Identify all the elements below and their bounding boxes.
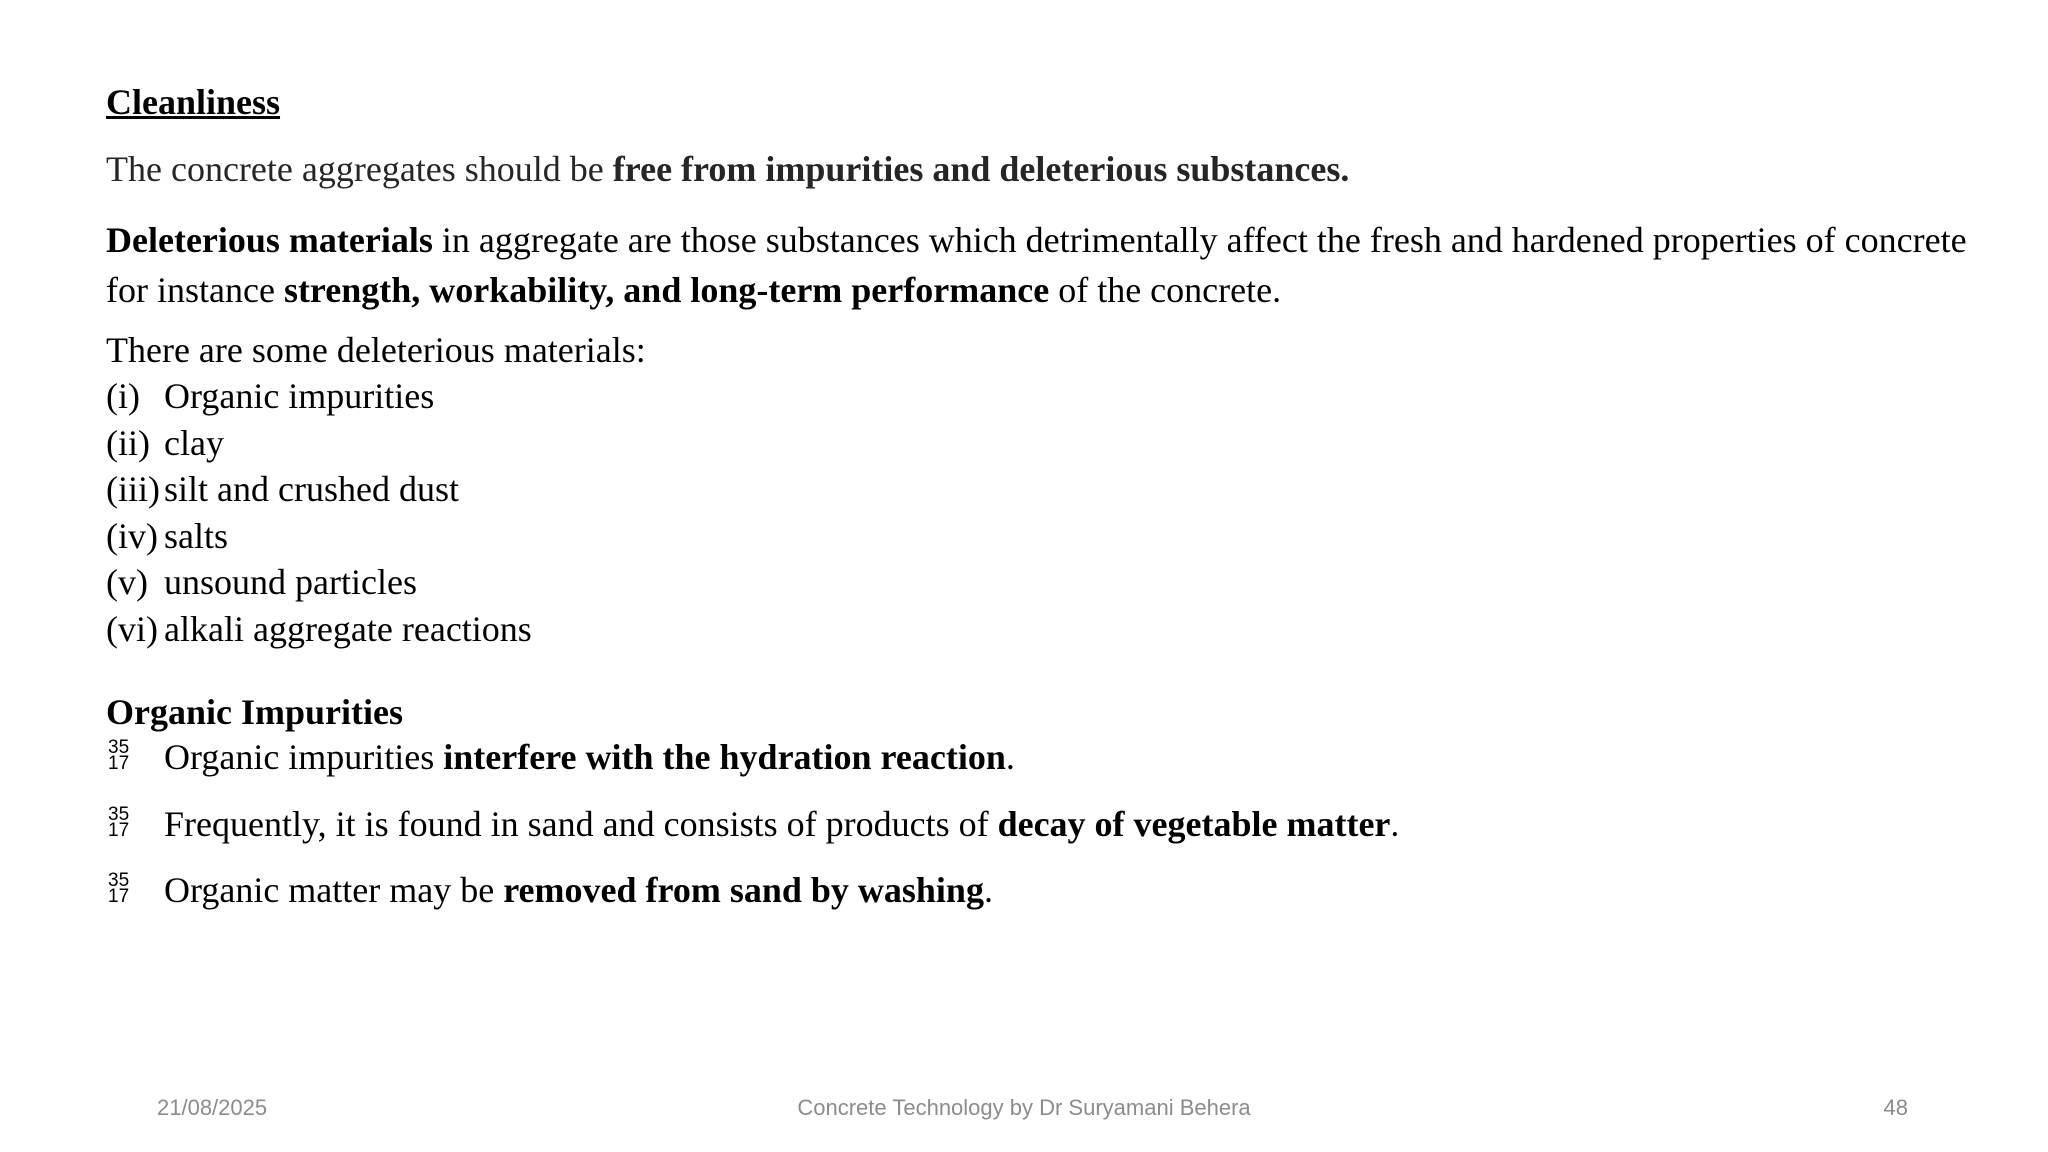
list-item [106, 606, 532, 653]
bullet-text: Organic matter may be removed from sand by washing. [164, 870, 993, 910]
list-item [106, 373, 532, 420]
list-number: (vi) [106, 608, 158, 649]
list-item [106, 466, 532, 513]
bullet-item [106, 735, 1399, 802]
organic-bullets [106, 735, 1399, 935]
paragraph-text: in aggregate are those substances which detrimentally affect the fresh and hardened properties of concrete for instance [106, 220, 1967, 310]
list-item [106, 420, 532, 467]
bullet-text: Frequently, it is found in sand and consists of products of decay of vegetable matter. [164, 803, 1400, 844]
bullet-icon: 35 17 [108, 803, 130, 841]
page-number: 48 [1883, 1095, 1908, 1120]
materials-list [106, 373, 532, 652]
bullet-item [106, 802, 1399, 869]
list-number: (iv) [106, 515, 158, 556]
list-number: (i) [106, 376, 140, 416]
list-item [106, 513, 532, 560]
paragraph-emphasis: strength, workability, and long-term performance [283, 270, 1050, 310]
list-item-text: Organic impurities [164, 376, 435, 416]
paragraph-aggregates [106, 147, 1349, 191]
list-number: (ii) [106, 422, 150, 463]
paragraph-emphasis: free from impurities and deleterious substances. [612, 149, 1350, 189]
list-item-text: silt and crushed dust [164, 469, 459, 509]
bullet-icon: 35 17 [108, 870, 130, 907]
footer-date: 21/08/2025 [157, 1095, 268, 1120]
list-item [106, 559, 532, 606]
paragraph-deleterious [106, 215, 2006, 315]
bullet-icon: 35 17 [108, 737, 130, 774]
paragraph-text: of the concrete. [1049, 270, 1282, 310]
paragraph-text: The concrete aggregates should be [106, 149, 613, 189]
paragraph-intro-list: There are some deleterious materials: [106, 330, 646, 370]
footer-title: Concrete Technology by Dr Suryamani Behera [797, 1095, 1251, 1120]
list-number: (iii) [106, 469, 160, 509]
list-item-text: alkali aggregate reactions [164, 608, 532, 649]
list-number: (v) [106, 562, 148, 602]
list-item-text: clay [164, 422, 224, 463]
sub-heading: Organic Impurities [106, 692, 403, 732]
list-item-text: salts [164, 515, 229, 556]
list-item-text: unsound particles [164, 562, 417, 602]
bullet-text: Organic impurities interfere with the hydration reaction. [164, 737, 1015, 777]
paragraph-emphasis: Deleterious materials [106, 220, 433, 260]
bullet-item [106, 868, 1399, 935]
section-heading: Cleanliness [106, 82, 281, 122]
